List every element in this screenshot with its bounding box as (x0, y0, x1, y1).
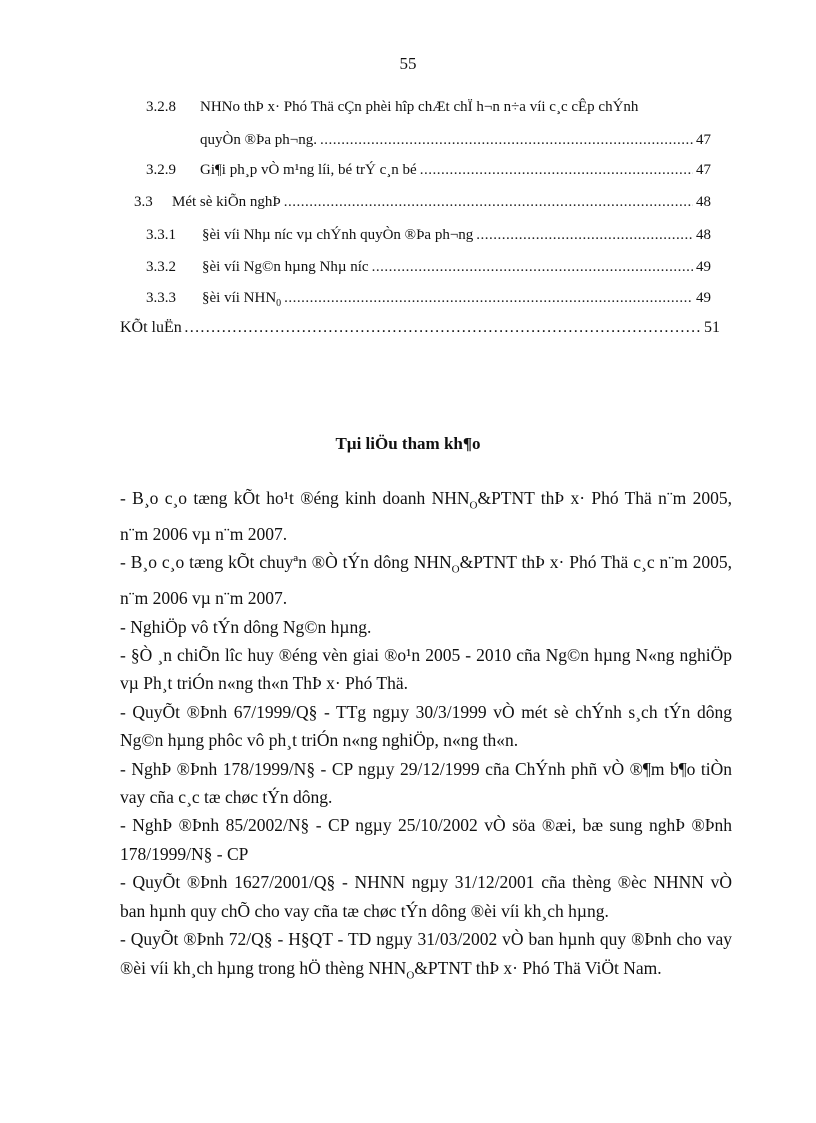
toc-title: Gi¶i ph¸p vÒ m¹ng líi, bé trÝ c¸n bé (200, 162, 417, 178)
toc-page: 48 (696, 227, 711, 243)
toc-entry-3-3-2[interactable] (146, 259, 711, 276)
toc-number: 3.3.3 (146, 290, 176, 306)
reference-item: - QuyÕt ®Þnh 67/1999/Q§ - TTg ngµy 30/3/1999 vÒ mét sè chÝnh s¸ch tÝn dông Ng©n hµng phôc vô ph¸t triÓn n«ng nghiÖp, n«ng th«n. (120, 701, 732, 751)
toc-leader-dots (184, 319, 702, 337)
reference-item: - QuyÕt ®Þnh 1627/2001/Q§ - NHNN ngµy 31/12/2001 cña thèng ®èc NHNN vÒ ban hµnh quy chÕ cho vay cña tæ chøc tÝn dông ®èi víi kh¸ch hµng. (120, 872, 732, 921)
reference-item: - NghiÖp vô tÝn dông Ng©n hµng. (120, 616, 372, 637)
toc-number: 3.2.8 (146, 99, 176, 115)
toc-entry-3-2-8-continued[interactable] (200, 132, 711, 149)
reference-item: - NghÞ ®Þnh 85/2002/N§ - CP ngµy 25/10/2002 vÒ söa ®æi, bæ sung nghÞ ®Þnh 178/1999/N§ - CP (120, 815, 732, 864)
toc-title: Mét sè kiÕn nghÞ (172, 194, 281, 210)
toc-number: 3.3 (134, 194, 153, 210)
toc-entry-3-2-9[interactable] (146, 162, 711, 179)
toc-page: 48 (696, 194, 711, 210)
toc-leader-dots (320, 132, 693, 149)
toc-leader-dots (284, 194, 693, 211)
reference-item: - B¸o c¸o tæng kÕt chuyªn ®Ò tÝn dông $NHN_O\&PTNT$ thÞ x· Phó Thä c¸c n¨m 2005, n¨m 2006 vµ n¨m 2007. (120, 552, 732, 609)
toc-number: 3.2.9 (146, 162, 176, 178)
toc-title: §èi víi $NHN_0$ (202, 290, 282, 309)
reference-item: - QuyÕt ®Þnh 72/Q§ - H§QT - TD ngµy 31/03/2002 vÒ ban hµnh quy ®Þnh cho vay ®èi víi kh¸ch hµng trong hÖ thèng $NHN_O\&PTNT$ thÞ x· Phó Thä ViÖt Nam. (120, 929, 732, 981)
page-number: 55 (399, 54, 417, 73)
toc-page: 47 (696, 132, 711, 148)
toc-title: KÕt luËn (120, 319, 182, 336)
toc-leader-dots (372, 259, 693, 276)
toc-title-continued: quyÒn ®Þa ph¬ng. (200, 132, 317, 148)
toc-page: 49 (696, 259, 711, 275)
toc-title: NHNo thÞ x· Phó Thä cÇn phèi hîp chÆt chÏ h¬n n÷a víi c¸c cÊp chÝnh (200, 99, 639, 115)
toc-leader-dots (476, 227, 693, 244)
toc-number: 3.3.1 (146, 227, 176, 243)
toc-entry-3-3[interactable] (134, 194, 711, 211)
toc-number: 3.3.2 (146, 259, 176, 275)
toc-entry-3-2-8[interactable] (146, 99, 711, 116)
reference-item: - §Ò ¸n chiÕn lîc huy ®éng vèn giai ®o¹n 2005 - 2010 cña Ng©n hµng N«ng nghiÖp vµ Ph¸t triÓn n«ng th«n ThÞ x· Phó Thä. (120, 645, 732, 694)
toc-leader-dots (420, 162, 693, 179)
toc-entry-3-3-3[interactable] (146, 290, 711, 309)
toc-page: 47 (696, 162, 711, 178)
references-list (120, 484, 732, 989)
toc-title: §èi víi Nhµ níc vµ chÝnh quyÒn ®Þa ph¬ng (202, 227, 474, 243)
reference-item: - B¸o c¸o tæng kÕt ho¹t ®éng kinh doanh $NHN_O\&PTNT$ thÞ x· Phó Thä n¨m 2005, n¨m 2006 vµ n¨m 2007. (120, 488, 732, 544)
references-heading: Tµi liÖu tham kh¶o (335, 434, 481, 453)
toc-title: §èi víi Ng©n hµng Nhµ níc (202, 259, 369, 275)
reference-item: - NghÞ ®Þnh 178/1999/N§ - CP ngµy 29/12/1999 cña ChÝnh phñ vÒ ®¶m b¶o tiÒn vay cña c¸c tæ chøc tÝn dông. (120, 758, 732, 808)
toc-page: 51 (704, 319, 720, 336)
toc-page: 49 (696, 290, 711, 306)
toc-entry-conclusion[interactable] (120, 319, 720, 337)
toc-leader-dots (284, 290, 693, 307)
toc-entry-3-3-1[interactable] (146, 227, 711, 244)
